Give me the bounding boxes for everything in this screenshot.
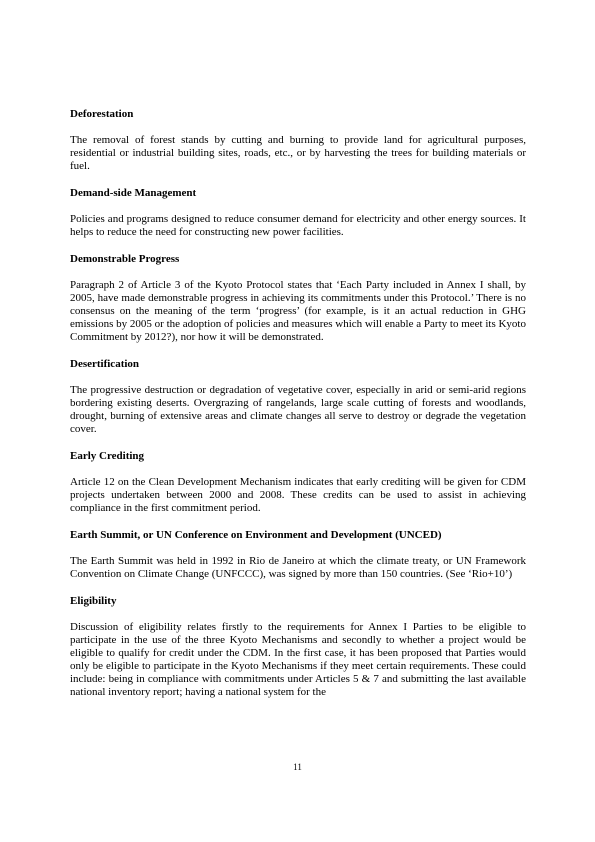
glossary-content — [70, 107, 526, 712]
term-heading: Desertification — [70, 358, 140, 370]
glossary-entry-eligibility — [70, 594, 526, 699]
term-definition: Article 12 on the Clean Development Mechanism indicates that early crediting will be given for CDM projects undertaken between 2000 and 2008. These credits can be used to assist in achieving compliance in the first commitment period. — [70, 476, 526, 514]
term-heading: Earth Summit, or UN Conference on Environment and Development (UNCED) — [70, 529, 442, 541]
glossary-entry-demonstrable-progress — [70, 252, 526, 344]
term-definition: The progressive destruction or degradation of vegetative cover, especially in arid or semi-arid regions bordering existing deserts. Overgrazing of rangelands, large scale cutting of forests and woodlands, drought, burning of extensive areas and climate changes all serve to destroy or degrade the vegetation cover. — [70, 384, 526, 435]
term-definition: The Earth Summit was held in 1992 in Rio de Janeiro at which the climate treaty, or UN Framework Convention on Climate Change (UNFCCC), was signed by more than 150 countries. (See ‘Rio+10’) — [70, 555, 526, 580]
term-definition: Paragraph 2 of Article 3 of the Kyoto Protocol states that ‘Each Party included in Annex I shall, by 2005, have made demonstrable progress in achieving its commitments under this Protocol.’ There is no consensus on the meaning of the term ‘progress’ (for example, is it an actual reduction in GHG emissions by 2005 or the adoption of policies and measures which will enable a Party to meet its Kyoto Commitment by 2012?), nor how it will be demonstrated. — [70, 279, 526, 343]
term-definition: Policies and programs designed to reduce consumer demand for electricity and other energy sources. It helps to reduce the need for constructing new power facilities. — [70, 213, 526, 238]
term-heading: Eligibility — [70, 595, 117, 607]
glossary-entry-deforestation — [70, 107, 526, 173]
term-heading: Early Crediting — [70, 450, 145, 462]
term-heading: Deforestation — [70, 108, 134, 120]
term-definition: The removal of forest stands by cutting and burning to provide land for agricultural purposes, residential or industrial building sites, roads, etc., or by harvesting the trees for building materials or fuel. — [70, 134, 526, 172]
glossary-entry-desertification — [70, 357, 526, 436]
term-heading: Demand-side Management — [70, 187, 197, 199]
glossary-entry-demand-side-management — [70, 186, 526, 239]
term-heading: Demonstrable Progress — [70, 253, 180, 265]
page-number: 11 — [293, 762, 302, 772]
glossary-entry-early-crediting — [70, 449, 526, 515]
glossary-entry-earth-summit — [70, 528, 526, 581]
term-definition: Discussion of eligibility relates firstly to the requirements for Annex I Parties to be eligible to participate in the use of the three Kyoto Mechanisms and secondly to whether a project would be eligible to qualify for credit under the CDM. In the first case, it has been proposed that Parties would only be eligible to participate in the Kyoto Mechanisms if they meet certain requirements. These could include: being in compliance with commitments under Articles 5 & 7 and submitting the last available national inventory report; having a national system for the — [70, 621, 526, 698]
